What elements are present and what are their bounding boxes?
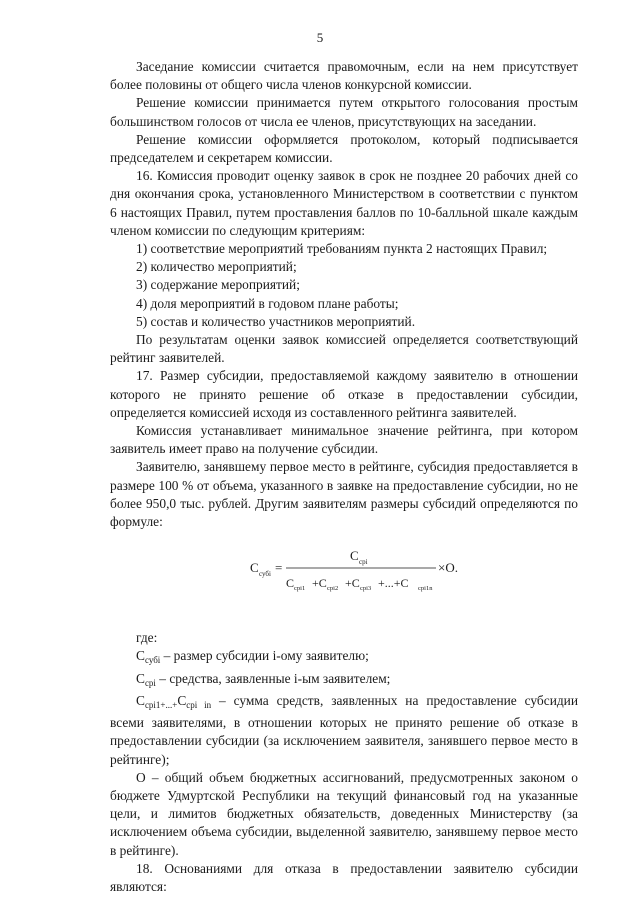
formula-numerator: C bbox=[350, 548, 359, 564]
definition-csub bbox=[110, 647, 578, 669]
criterion-item: 5) состав и количество участников мероприятий. bbox=[136, 313, 416, 329]
def-subscript: срi bbox=[144, 677, 156, 688]
formula-den-4-sub: срi1n bbox=[418, 585, 433, 593]
paragraph-first-place: Заявителю, занявшему первое место в рейтинге, субсидия предоставляется в размере 100 % от объема, указанного в заявке на предоставление субсидии, но не более 950,0 тыс. рублей. Другим заявителям размеры субсидий определяются по формуле: bbox=[110, 459, 578, 530]
formula-graphic bbox=[250, 543, 490, 595]
def-text: – средства, заявленные i-ым заявителем; bbox=[155, 670, 391, 686]
criterion-item: 3) содержание мероприятий; bbox=[136, 277, 300, 293]
paragraph-voting: Решение комиссии принимается путем открытого голосования простым большинством голосов от числа ее членов, присутствующих на заседании. bbox=[110, 95, 578, 129]
definition-csum bbox=[110, 692, 578, 769]
def-subscript: срi1+...+ bbox=[144, 699, 178, 710]
def-text: – сумма средств, заявленных на предоставление субсидии всеми заявителями, в отношении которых не принято решение об отказе в предоставлении субсидии (за исключением заявителя, занявшего первое место в рейтинге); bbox=[110, 692, 578, 767]
formula-den-2: +C bbox=[312, 576, 327, 591]
paragraph-18: 18. Основаниями для отказа в предоставлении заявителю субсидии являются: bbox=[110, 860, 578, 894]
paragraph-protocol: Решение комиссии оформляется протоколом, который подписывается председателем и секретарем комиссии. bbox=[110, 131, 578, 166]
def-symbol-2: C bbox=[177, 692, 187, 708]
formula-den-1-sub: срi1 bbox=[294, 585, 306, 593]
paragraph-min-rating: Комиссия устанавливает минимальное значение рейтинга, при котором заявитель имеет право на получение субсидии. bbox=[110, 423, 578, 457]
formula-lhs: C bbox=[250, 560, 259, 576]
formula-den-1: C bbox=[286, 576, 295, 591]
formula-den-2-sub: срi2 bbox=[327, 585, 339, 593]
def-subscript-2: срi in bbox=[186, 699, 212, 710]
spacer bbox=[110, 611, 578, 629]
definition-o: О – общий объем бюджетных ассигнований, предусмотренных законом о бюджете Удмуртской Республики на текущий финансовый год на указанные цели, и лимитов бюджетных обязательств, доведенных Министерству (за исключением объема субсидии, выделенной заявителю, занявшему первое место в рейтинге). bbox=[110, 769, 578, 858]
paragraph-rating: По результатам оценки заявок комиссией определяется соответствующий рейтинг заявителей. bbox=[110, 332, 578, 366]
where-label: где: bbox=[136, 630, 158, 646]
def-text: – размер субсидии i-ому заявителю; bbox=[160, 648, 369, 664]
criterion-item: 2) количество мероприятий; bbox=[136, 259, 297, 275]
subsidy-formula bbox=[110, 531, 578, 611]
def-symbol: C bbox=[136, 670, 145, 686]
formula-equals: = bbox=[275, 560, 283, 576]
formula-lhs-sub: субi bbox=[259, 570, 271, 579]
criterion-item: 1) соответствие мероприятий требованиям пункта 2 настоящих Правил; bbox=[136, 241, 548, 257]
definition-csr bbox=[110, 670, 578, 692]
formula-den-3-sub: срi3 bbox=[360, 585, 372, 593]
paragraph-16: 16. Комиссия проводит оценку заявок в срок не позднее 20 рабочих дней со дня окончания срока, установленного Министерством в соответствии с пунктом 6 настоящих Правил, путем проставления баллов по 10-балльной шкале каждым членом комиссии по следующим критериям: bbox=[110, 168, 578, 238]
formula-tail: ×O. bbox=[438, 560, 458, 576]
def-subscript: субi bbox=[144, 655, 161, 666]
def-symbol: C bbox=[136, 692, 145, 708]
paragraph-17: 17. Размер субсидии, предоставляемой каждому заявителю в отношении которого не принято решение об отказе в предоставлении субсидии, определяется комиссией исходя из составленного рейтинга заявителей. bbox=[110, 368, 578, 420]
formula-numerator-sub: срi bbox=[359, 558, 368, 567]
def-symbol: C bbox=[136, 648, 145, 664]
formula-den-4: +...+C bbox=[378, 576, 409, 591]
document-body bbox=[110, 58, 578, 896]
criterion-item: 4) доля мероприятий в годовом плане работы; bbox=[136, 295, 399, 311]
formula-den-3: +C bbox=[345, 576, 360, 591]
page-number: 5 bbox=[316, 30, 324, 45]
paragraph-quorum: Заседание комиссии считается правомочным, если на нем присутствует более половины от общего числа членов конкурсной комиссии. bbox=[110, 59, 578, 93]
